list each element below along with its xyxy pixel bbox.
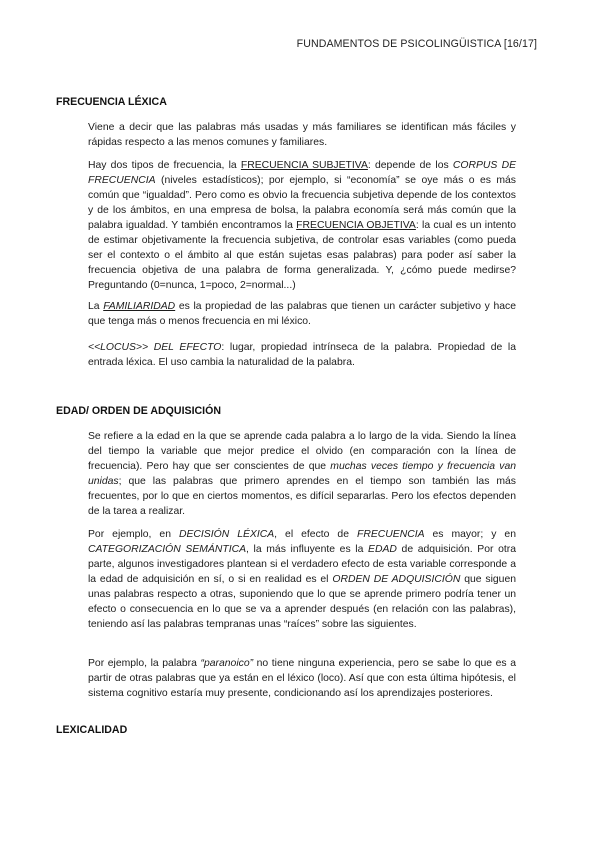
emphasis-text: muchas veces tiempo y frecuencia van unidas xyxy=(88,461,516,487)
paragraph xyxy=(88,299,516,329)
paragraph xyxy=(88,429,516,519)
text-segment: ; que las palabras que primero aprendes en el tiempo son también las más frecuentes, por lo que en ciertos momentos, es difícil separarlas. Pero los efectos dependen de la tarea a realizar. xyxy=(88,476,516,517)
paragraph xyxy=(88,656,516,701)
text-segment: de adquisición. Por otra parte, algunos investigadores plantean si el verdadero efecto de esta variable corresponde a la edad de adquisición en sí, o si en realidad es el xyxy=(88,544,516,585)
term-locus-del-efecto: <<LOCUS>> DEL EFECTO xyxy=(88,342,222,353)
term-frecuencia-objetiva: FRECUENCIA OBJETIVA xyxy=(296,220,416,231)
text-segment: no tiene ninguna experiencia, pero se sabe lo que es a partir de otras palabras que ya están en el léxico (loco). Así que con esta última hipótesis, el sistema cognitivo estaría muy presente, condicionando así los aprendizajes posteriores. xyxy=(88,658,516,699)
text-segment: Se refiere a la edad en la que se aprende cada palabra a lo largo de la vida. Siendo la línea del tiempo la variable que mejor predice el olvido (en comparación con la línea de frecuencia). Pero hay que ser conscientes de que xyxy=(88,431,516,472)
term-categorizacion-semantica: CATEGORIZACIÓN SEMÁNTICA xyxy=(88,544,247,555)
term-decision-lexica: DECISIÓN LÉXICA xyxy=(178,529,275,540)
text-segment: , la más influyente es la xyxy=(246,544,369,555)
text-segment: es la propiedad de las palabras que tienen un carácter subjetivo y hace que tenga más o menos frecuencia en mi léxico. xyxy=(88,301,516,327)
text-segment: La xyxy=(88,301,104,312)
section-heading-edad-orden-adquisicion: EDAD/ ORDEN DE ADQUISICIÓN xyxy=(56,405,221,417)
paragraph xyxy=(88,158,516,293)
running-header: FUNDAMENTOS DE PSICOLINGÜISTICA [16/17] xyxy=(296,38,537,50)
text-segment: Por ejemplo, en xyxy=(88,529,179,540)
term-orden-de-adquisicion: ORDEN DE ADQUISICIÓN xyxy=(332,574,461,585)
text-segment: Viene a decir que las palabras más usadas y más familiares se identifican más fáciles y rápidas respecto a las menos comunes y familiares. xyxy=(88,122,516,148)
paragraph xyxy=(88,340,516,370)
term-edad: EDAD xyxy=(368,544,397,555)
text-segment: : la cual es un intento de estimar objetivamente la frecuencia subjetiva, de controlar esas variables (como pueda ser el contexto o el ámbito al que están sujetas esas palabras) para poder así saber la frecuencia objetiva de una palabra de forma generalizada. Y, ¿cómo puede medirse? Preguntando (0=nunca, 1=poco, 2=normal...) xyxy=(88,220,517,291)
term-frecuencia-subjetiva: FRECUENCIA SUBJETIVA xyxy=(240,160,368,171)
text-segment: es mayor; y en xyxy=(424,529,516,540)
text-segment: Por ejemplo, la palabra xyxy=(88,658,201,669)
text-segment: : depende de los xyxy=(367,160,453,171)
text-segment: Hay dos tipos de frecuencia, la xyxy=(88,160,241,171)
paragraph xyxy=(88,120,516,150)
term-familiaridad: FAMILIARIDAD xyxy=(103,301,176,312)
paragraph xyxy=(88,527,516,632)
term-corpus-de-frecuencia: CORPUS DE FRECUENCIA xyxy=(88,160,517,186)
text-segment: : lugar, propiedad intrínseca de la palabra. Propiedad de la entrada léxica. El uso cambia la naturalidad de la palabra. xyxy=(88,342,517,368)
text-segment: (niveles estadísticos); por ejemplo, si “economía” se oye más o es más común que “igualdad”. Pero como es obvio la frecuencia subjetiva depende de los contextos y de los ámbitos, en una empresa de bolsa, la palabra economía será más común que la palabra igualdad. Y también encontramos la xyxy=(88,175,516,231)
section-heading-frecuencia-lexica: FRECUENCIA LÉXICA xyxy=(56,96,167,108)
text-segment: que siguen unas palabras respecto a otras, suponiendo que lo que se aprende primero podría tener un efecto o consecuencia en lo que se va a aprender después (en relación con las palabras), teniendo así las palabras tempranas unas “raíces” sobre las siguientes. xyxy=(88,574,516,630)
term-frecuencia: FRECUENCIA xyxy=(356,529,425,540)
text-segment: , el efecto de xyxy=(274,529,357,540)
section-heading-lexicalidad: LEXICALIDAD xyxy=(56,724,128,736)
example-word: “paranoico” xyxy=(200,658,254,669)
